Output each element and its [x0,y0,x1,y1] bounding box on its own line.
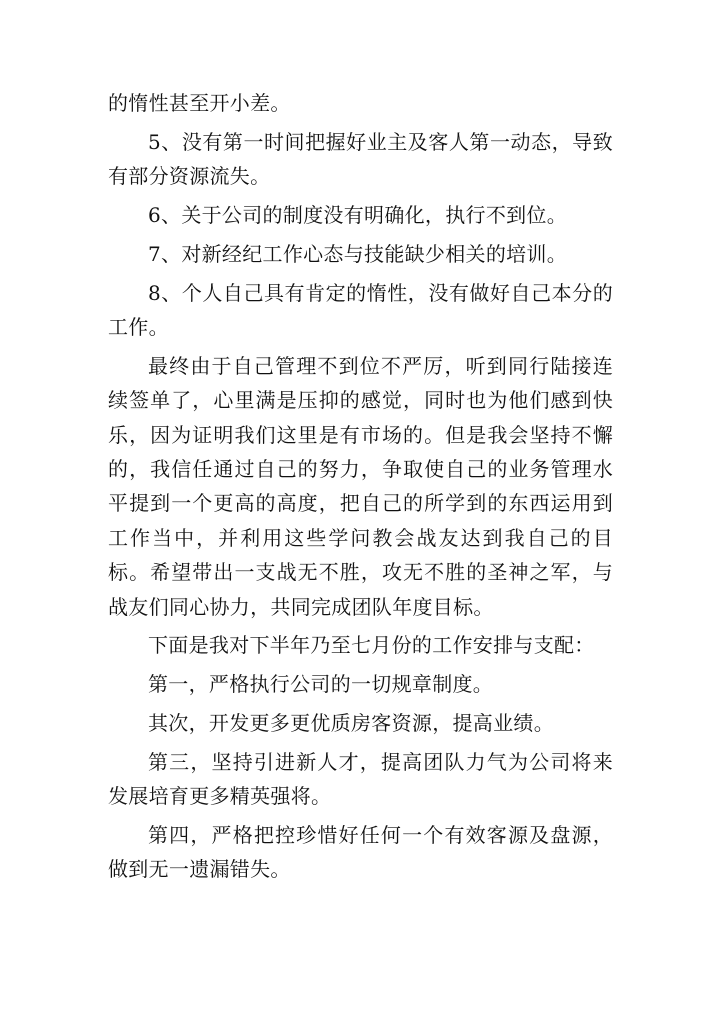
paragraph-plan-intro: 下面是我对下半年乃至七月份的工作安排与支配： [148,633,595,658]
paragraph-item-6: 6、关于公司的制度没有明确化，执行不到位。 [148,203,568,227]
document-body [108,86,613,891]
paragraph-item-7: 7、对新经纪工作心态与技能缺少相关的培训。 [148,241,568,266]
paragraph-plan-first: 第一，严格执行公司的一切规章制度。 [148,672,494,697]
paragraph-plan-third: 第三，坚持引进新人才，提高团队力气为公司将来发展培育更多精英强将。 [108,749,613,809]
paragraph-plan-fourth: 第四，严格把控珍惜好任何一个有效客源及盘源，做到无一遗漏错失。 [108,823,613,882]
paragraph-summary: 最终由于自己管理不到位不严厉，听到同行陆接连续签单了，心里满是压抑的感觉，同时也为他们感到快乐，因为证明我们这里是有市场的。但是我会坚持不懈的，我信任通过自己的努力，争取使自己的业务管理水平提到一个更高的高度，把自己的所学到的东西运用到工作当中，并利用这些学问教会战友达到我自己的目标。希望带出一支战无不胜，攻无不胜的圣神之军，与战友们同心协力，共同完成团队年度目标。 [108,353,613,619]
paragraph-item-5: 5、没有第一时间把握好业主及客人第一动态，导致有部分资源流失。 [108,129,613,189]
paragraph-item-8: 8、个人自己具有肯定的惰性，没有做好自己本分的工作。 [108,280,613,339]
paragraph-continuation: 的惰性甚至开小差。 [108,91,291,115]
paragraph-plan-second: 其次，开发更多更优质房客资源，提高业绩。 [148,711,554,736]
